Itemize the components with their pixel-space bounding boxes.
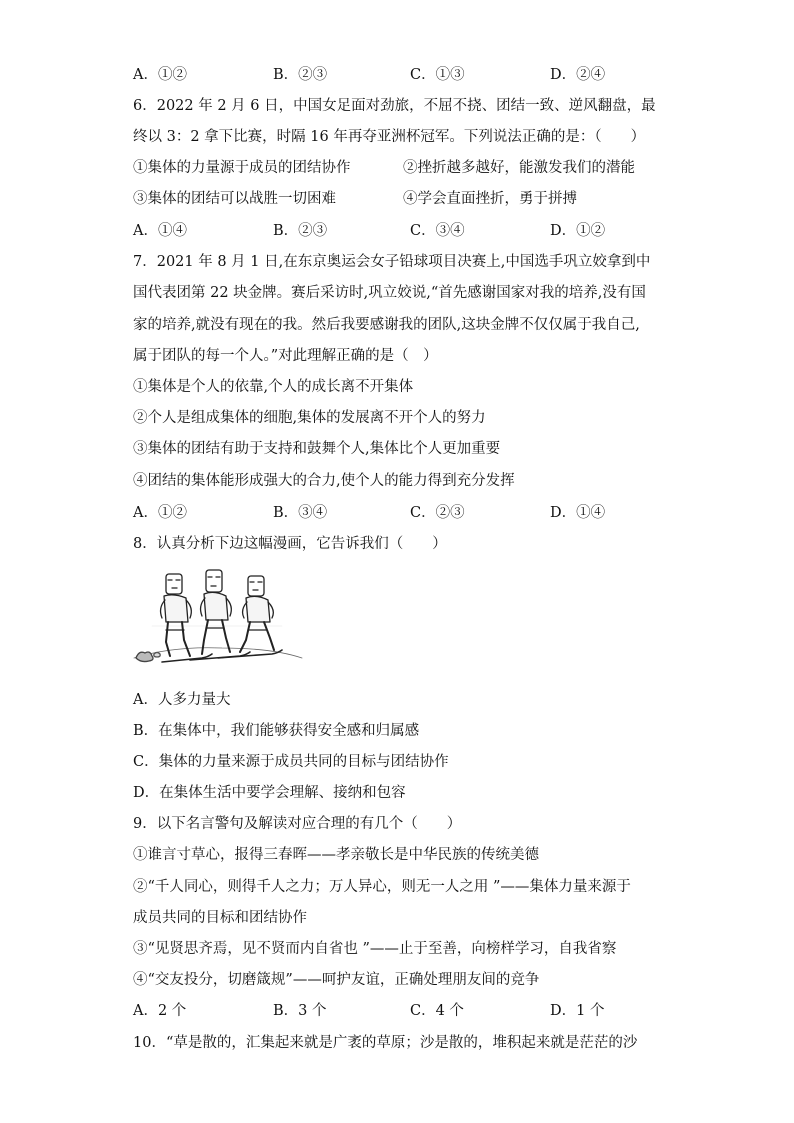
q5-option-b[interactable]: B．②③ [273, 67, 328, 83]
q6-statements-row-2 [133, 189, 673, 209]
q7-option-d[interactable]: D．①④ [550, 505, 606, 521]
q7-stem-line-2: 国代表团第 22 块金牌。赛后采访时,巩立姣说,“首先感谢国家对我的培养,没有国 [133, 285, 646, 301]
q8-choice-d[interactable]: D．在集体生活中要学会理解、接纳和包容 [133, 785, 406, 801]
q8-choice-a[interactable]: A．人多力量大 [133, 692, 231, 708]
q6-statement-1: ①集体的力量源于成员的团结协作 [133, 160, 351, 176]
q9-stem: 9．以下名言警句及解读对应合理的有几个（ ） [133, 816, 462, 832]
q7-statement-1: ①集体是个人的依靠,个人的成长离不开集体 [133, 379, 414, 395]
q7-option-a[interactable]: A．①② [133, 505, 187, 521]
q9-option-a[interactable]: A．2 个 [133, 1003, 187, 1019]
q6-statement-4: ④学会直面挫折，勇于拼搏 [403, 191, 577, 207]
q6-stem-line-1: 6．2022 年 2 月 6 日，中国女足面对劲旅，不屈不挠、团结一致、逆风翻盘，最 [133, 98, 656, 114]
q5-option-c[interactable]: C．①③ [410, 67, 465, 83]
q6-statements-row-1 [133, 158, 673, 178]
q6-statement-3: ③集体的团结可以战胜一切困难 [133, 191, 336, 207]
q7-statement-2: ②个人是组成集体的细胞,集体的发展离不开个人的努力 [133, 410, 486, 426]
q6-option-a[interactable]: A．①④ [133, 223, 187, 239]
q7-statement-3: ③集体的团结有助于支持和鼓舞个人,集体比个人更加重要 [133, 441, 501, 457]
q10-stem: 10．“草是散的，汇集起来就是广袤的草原；沙是散的，堆积起来就是茫茫的沙 [133, 1035, 638, 1051]
q9-statement-2: ②“千人同心，则得千人之力；万人异心，则无一人之用 ”——集体力量来源于 [133, 879, 631, 895]
q6-option-c[interactable]: C．③④ [410, 223, 465, 239]
q7-options [133, 503, 673, 523]
q9-options [133, 1001, 673, 1021]
q8-stem: 8．认真分析下边这幅漫画，它告诉我们（ ） [133, 536, 447, 552]
q9-statement-2-cont: 成员共同的目标和团结协作 [133, 910, 307, 926]
q6-option-b[interactable]: B．②③ [273, 223, 328, 239]
q9-option-c[interactable]: C．4 个 [410, 1003, 464, 1019]
q6-stem-line-2: 终以 3：2 拿下比赛，时隔 16 年再夺亚洲杯冠军。下列说法正确的是：（ ） [133, 129, 646, 145]
q7-option-c[interactable]: C．②③ [410, 505, 465, 521]
q8-choice-b[interactable]: B．在集体中，我们能够获得安全感和归属感 [133, 723, 420, 739]
q9-option-d[interactable]: D．1 个 [550, 1003, 605, 1019]
q5-option-d[interactable]: D．②④ [550, 67, 606, 83]
comic-three-men-on-skis-image [132, 566, 304, 670]
q9-statement-1: ①谁言寸草心，报得三春晖——孝亲敬长是中华民族的传统美德 [133, 847, 539, 863]
q9-statement-4: ④“交友投分，切磨箴规”——呵护友谊，正确处理朋友间的竞争 [133, 972, 540, 988]
q8-choice-c[interactable]: C．集体的力量来源于成员共同的目标与团结协作 [133, 754, 449, 770]
q7-stem-line-3: 家的培养,就没有现在的我。然后我要感谢我的团队,这块金牌不仅仅属于我自己, [133, 317, 640, 333]
q7-option-b[interactable]: B．③④ [273, 505, 328, 521]
q7-stem-line-4: 属于团队的每一个人。”对此理解正确的是（ ） [133, 348, 438, 364]
q9-option-b[interactable]: B．3 个 [273, 1003, 327, 1019]
q6-statement-2: ②挫折越多越好，能激发我们的潜能 [403, 160, 635, 176]
q6-options [133, 221, 673, 241]
q5-option-a[interactable]: A．①② [133, 67, 187, 83]
q5-options [133, 65, 673, 85]
q6-option-d[interactable]: D．①② [550, 223, 606, 239]
q7-statement-4: ④团结的集体能形成强大的合力,使个人的能力得到充分发挥 [133, 473, 515, 489]
q7-stem-line-1: 7．2021 年 8 月 1 日,在东京奥运会女子铅球项目决赛上,中国选手巩立姣拿到中 [133, 254, 651, 270]
q9-statement-3: ③“见贤思齐焉，见不贤而内自省也 ”——止于至善，向榜样学习，自我省察 [133, 941, 617, 957]
